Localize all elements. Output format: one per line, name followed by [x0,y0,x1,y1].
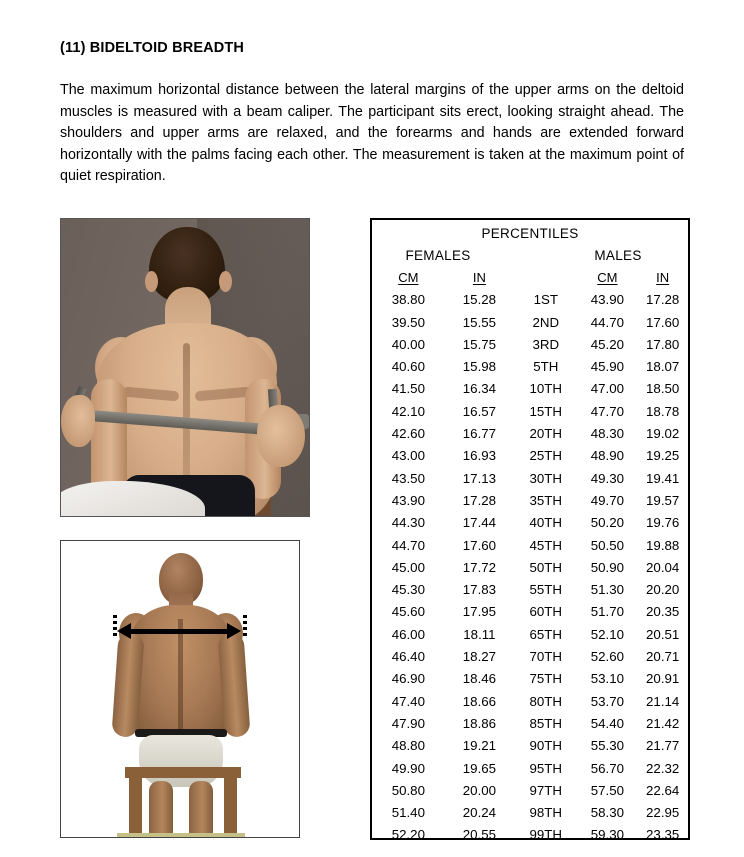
cell-percentile: 55TH [529,582,563,598]
cell-male-cm: 51.30 [590,582,625,598]
cell-male-in: 19.88 [646,537,680,553]
table-row [372,758,688,780]
diagram-measurement-arrow-line [129,629,233,634]
cell-percentile: 35TH [529,492,563,508]
cell-percentile: 40TH [529,515,563,531]
cell-female-in: 16.93 [462,448,497,464]
cell-male-cm: 43.90 [590,292,625,308]
cell-female-cm: 43.50 [391,470,425,486]
cell-female-cm: 40.00 [391,336,425,352]
cell-female-cm: 40.60 [391,359,425,375]
table-row [372,646,688,668]
cell-male-in: 19.41 [646,470,680,486]
cell-female-cm: 43.90 [391,492,425,508]
cell-male-cm: 53.10 [590,671,625,687]
cell-male-cm: 50.20 [590,515,625,531]
cell-percentile: 10TH [529,381,563,397]
photo-measurer-hand-right [257,405,305,467]
cell-female-in: 15.98 [462,359,497,375]
diagram-measurement-arrowhead-left-icon [117,623,131,639]
cell-percentile: 60TH [529,604,563,620]
cell-male-in: 20.04 [646,559,680,575]
cell-male-cm: 47.70 [590,403,625,419]
cell-percentile: 1ST [533,292,558,308]
cell-male-in: 22.64 [646,782,680,798]
table-row [372,401,688,423]
diagram-stool-leg-right [224,775,237,838]
cell-male-cm: 50.90 [590,559,625,575]
cell-male-cm: 57.50 [590,782,625,798]
cell-male-cm: 48.90 [590,448,625,464]
table-row [372,579,688,601]
cell-female-in: 17.83 [462,582,497,598]
column-header-female-in: IN [472,270,486,285]
cell-male-cm: 53.70 [590,693,625,709]
table-row [372,490,688,512]
table-row [372,624,688,646]
cell-male-in: 17.80 [646,336,680,352]
column-header-female-cm: CM [398,270,419,285]
cell-female-in: 20.00 [462,782,497,798]
cell-male-cm: 47.00 [590,381,625,397]
cell-male-in: 20.71 [646,649,680,665]
table-body [372,289,688,846]
cell-male-cm: 52.10 [590,626,625,642]
table-row [372,691,688,713]
cell-male-in: 18.07 [646,359,680,375]
cell-female-in: 15.28 [462,292,497,308]
cell-male-cm: 59.30 [590,827,625,843]
cell-female-cm: 45.30 [391,582,425,598]
cell-female-cm: 49.90 [391,760,425,776]
cell-percentile: 70TH [529,649,563,665]
cell-female-cm: 45.00 [391,559,425,575]
cell-percentile: 99TH [529,827,563,843]
table-row [372,423,688,445]
table-row [372,713,688,735]
column-header-male-in: IN [656,270,670,285]
cell-percentile: 50TH [529,559,563,575]
cell-percentile: 45TH [529,537,563,553]
cell-percentile: 65TH [529,626,563,642]
cell-female-cm: 42.60 [391,426,425,442]
diagram-measurement-tick-right [243,615,247,639]
cell-male-cm: 50.50 [590,537,625,553]
cell-female-in: 18.46 [462,671,497,687]
table-row [372,601,688,623]
cell-male-cm: 54.40 [590,715,625,731]
cell-male-in: 21.42 [646,715,680,731]
table-row [372,334,688,356]
diagram-bideltoid-breadth [60,540,300,838]
cell-percentile: 85TH [529,715,563,731]
cell-male-cm: 48.30 [590,426,625,442]
photograph-bideltoid-measurement [60,218,310,517]
cell-male-in: 21.14 [646,693,680,709]
cell-percentile: 3RD [532,336,560,352]
table-row [372,468,688,490]
cell-female-in: 20.24 [462,805,497,821]
percentile-table [370,218,690,843]
column-header-male-cm: CM [597,270,618,285]
cell-female-in: 17.28 [462,492,497,508]
cell-female-cm: 47.90 [391,715,425,731]
cell-female-cm: 52.20 [391,827,425,843]
cell-male-in: 20.91 [646,671,680,687]
cell-male-in: 21.77 [646,738,680,754]
cell-male-cm: 55.30 [590,738,625,754]
cell-female-in: 20.55 [462,827,497,843]
cell-male-cm: 44.70 [590,314,625,330]
table-row [372,356,688,378]
diagram-stool-leg-left [129,775,142,838]
diagram-leg-left [149,781,173,838]
cell-female-in: 16.57 [462,403,497,419]
cell-female-in: 18.11 [463,626,496,642]
cell-female-cm: 44.30 [391,515,425,531]
cell-female-in: 19.21 [462,738,497,754]
group-header-females: FEMALES [405,248,471,263]
cell-female-cm: 50.80 [391,782,425,798]
table-row [372,445,688,467]
cell-female-in: 18.86 [462,715,497,731]
cell-male-in: 17.60 [646,314,680,330]
cell-percentile: 95TH [529,760,563,776]
cell-female-in: 17.60 [462,537,497,553]
cell-male-in: 20.35 [646,604,680,620]
cell-female-in: 17.13 [462,470,497,486]
cell-female-in: 15.55 [462,314,497,330]
cell-percentile: 25TH [529,448,563,464]
cell-male-in: 18.78 [646,403,680,419]
cell-male-cm: 49.30 [590,470,625,486]
cell-female-in: 18.66 [462,693,497,709]
table-row [372,668,688,690]
cell-male-cm: 49.70 [590,492,625,508]
cell-female-cm: 51.40 [391,805,425,821]
photo-measurer-hand-left [61,395,95,447]
table-row [372,535,688,557]
cell-female-in: 19.65 [462,760,497,776]
cell-male-in: 20.20 [646,582,680,598]
cell-male-cm: 45.90 [590,359,625,375]
page-title: (11) BIDELTOID BREADTH [60,40,245,56]
cell-female-in: 15.75 [462,336,497,352]
table-row [372,557,688,579]
cell-male-cm: 58.30 [590,805,625,821]
cell-female-in: 17.72 [462,559,497,575]
cell-percentile: 2ND [532,314,560,330]
cell-male-in: 17.28 [646,292,680,308]
cell-male-cm: 56.70 [590,760,625,776]
cell-female-cm: 39.50 [391,314,425,330]
diagram-spine [178,619,183,737]
table-column-headers [372,267,688,289]
cell-percentile: 15TH [529,403,563,419]
cell-male-in: 23.35 [646,827,680,843]
cell-female-cm: 47.40 [391,693,425,709]
table-row [372,512,688,534]
cell-male-cm: 51.70 [590,604,625,620]
cell-male-in: 22.95 [646,805,680,821]
cell-female-cm: 48.80 [391,738,425,754]
group-header-males: MALES [594,248,642,263]
cell-female-cm: 45.60 [391,604,425,620]
cell-percentile: 98TH [529,805,563,821]
table-row [372,312,688,334]
table-row [372,289,688,311]
table-group-headers [372,248,688,263]
cell-percentile: 80TH [529,693,563,709]
cell-percentile: 30TH [529,470,563,486]
cell-female-in: 18.27 [462,649,497,665]
cell-female-cm: 46.00 [391,626,425,642]
cell-female-cm: 41.50 [391,381,425,397]
cell-male-in: 19.76 [646,515,680,531]
photo-subject-ear-right [219,271,232,292]
cell-female-cm: 43.00 [391,448,425,464]
cell-female-in: 17.95 [462,604,497,620]
diagram-floor-platform [117,833,245,838]
cell-male-in: 22.32 [646,760,680,776]
diagram-shorts [139,735,223,787]
cell-male-in: 20.51 [646,626,680,642]
table-row [372,824,688,846]
cell-percentile: 5TH [533,359,559,375]
cell-female-cm: 44.70 [391,537,425,553]
cell-male-in: 18.50 [646,381,680,397]
cell-percentile: 90TH [529,738,563,754]
table-row [372,802,688,824]
cell-percentile: 97TH [529,782,563,798]
cell-female-cm: 38.80 [391,292,425,308]
cell-male-cm: 45.20 [590,336,625,352]
cell-female-cm: 46.40 [391,649,425,665]
table-row [372,780,688,802]
cell-female-in: 16.77 [462,426,497,442]
photo-subject-ear-left [145,271,158,292]
cell-female-cm: 42.10 [391,403,425,419]
diagram-measurement-arrowhead-right-icon [227,623,241,639]
cell-female-cm: 46.90 [391,671,425,687]
cell-percentile: 75TH [529,671,563,687]
cell-male-in: 19.25 [646,448,680,464]
cell-female-in: 17.44 [462,515,497,531]
cell-male-in: 19.57 [646,492,680,508]
diagram-leg-right [189,781,213,838]
table-title: PERCENTILES [481,226,579,241]
cell-male-cm: 52.60 [590,649,625,665]
cell-percentile: 20TH [529,426,563,442]
table-row [372,378,688,400]
table-row [372,735,688,757]
measurement-description: The maximum horizontal distance between the lateral margins of the upper arms on the deltoid muscles is measured with a beam caliper. The participant sits erect, looking straight ahead. The shoulders and upper arms are relaxed, and the forearms and hands are extended forward horizontally with the palms facing each other. The measurement is taken at the maximum point of quiet respiration. [60,82,684,184]
cell-female-in: 16.34 [462,381,497,397]
cell-male-in: 19.02 [646,426,680,442]
